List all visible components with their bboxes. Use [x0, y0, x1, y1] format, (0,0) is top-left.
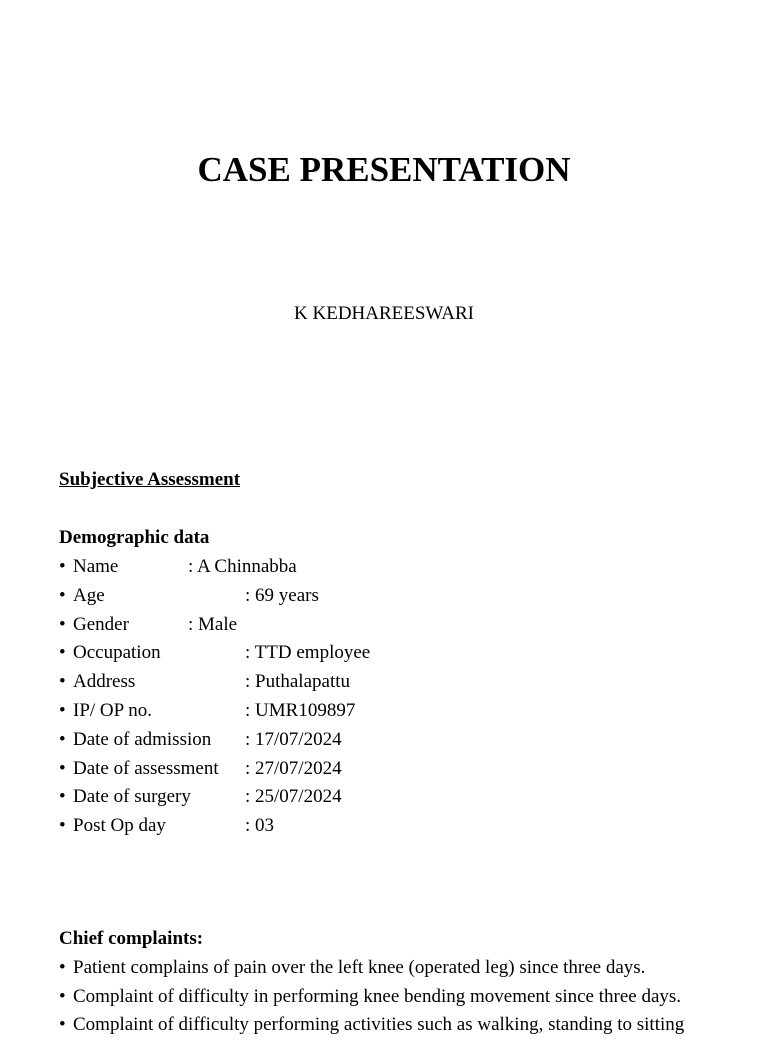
bullet-icon: •	[59, 786, 66, 808]
demographic-value: : 03	[245, 815, 275, 837]
bullet-icon: •	[59, 699, 66, 721]
demographic-item-name	[59, 555, 297, 584]
demographic-value: : 17/07/2024	[245, 728, 342, 750]
complaint-item	[59, 985, 684, 1014]
bullet-icon: •	[59, 728, 66, 750]
demographic-item-date-of-surgery	[59, 785, 342, 814]
complaint-text: Patient complains of pain over the left knee (operated leg) since three days.	[73, 957, 646, 978]
demographic-item-ip-op-no	[59, 699, 356, 728]
demographic-label: Address	[73, 671, 136, 693]
demographic-list	[59, 555, 371, 843]
demographic-value: : 25/07/2024	[245, 786, 342, 808]
demographic-label: Date of admission	[73, 728, 212, 750]
bullet-icon: •	[59, 642, 66, 664]
bullet-icon: •	[59, 671, 66, 693]
demographic-item-gender	[59, 613, 238, 642]
complaint-item	[59, 1013, 684, 1042]
demographic-label: IP/ OP no.	[73, 699, 153, 721]
demographic-label: Date of assessment	[73, 757, 219, 779]
bullet-icon: •	[59, 815, 66, 837]
chief-complaints-list	[59, 956, 684, 1042]
bullet-icon: •	[59, 757, 66, 779]
demographic-value: : TTD employee	[245, 642, 371, 664]
demographic-value: : Male	[188, 613, 238, 635]
demographic-item-address	[59, 670, 351, 699]
demographic-label: Date of surgery	[73, 786, 191, 808]
demographic-value: : A Chinnabba	[188, 556, 297, 577]
complaint-text: Complaint of difficulty performing activities such as walking, standing to sitting	[73, 1014, 685, 1036]
demographic-item-occupation	[59, 641, 371, 670]
demographic-label: Gender	[73, 613, 129, 635]
bullet-icon: •	[59, 556, 66, 577]
demographic-data-heading: Demographic data	[59, 527, 210, 548]
demographic-label: Occupation	[73, 642, 161, 664]
chief-complaints-heading: Chief complaints:	[59, 928, 204, 949]
bullet-icon: •	[59, 957, 66, 978]
bullet-icon: •	[59, 985, 66, 1007]
demographic-item-date-of-assessment	[59, 757, 342, 786]
complaint-item	[59, 956, 684, 985]
presenter-name: K KEDHAREESWARI	[294, 303, 474, 324]
subjective-assessment-heading: Subjective Assessment	[59, 469, 241, 490]
demographic-value: : UMR109897	[245, 699, 356, 721]
bullet-icon: •	[59, 613, 66, 635]
demographic-value: : Puthalapattu	[245, 671, 351, 693]
complaint-text: Complaint of difficulty in performing knee bending movement since three days.	[73, 985, 682, 1007]
demographic-item-post-op-day	[59, 814, 275, 843]
demographic-value: : 27/07/2024	[245, 757, 342, 779]
demographic-item-age	[59, 584, 319, 613]
demographic-value: : 69 years	[245, 584, 319, 606]
demographic-label: Post Op day	[73, 815, 166, 837]
demographic-label: Age	[73, 584, 105, 606]
demographic-label: Name	[73, 556, 119, 577]
bullet-icon: •	[59, 584, 66, 606]
page-title: CASE PRESENTATION	[197, 150, 571, 189]
demographic-item-date-of-admission	[59, 728, 342, 757]
bullet-icon: •	[59, 1014, 66, 1036]
